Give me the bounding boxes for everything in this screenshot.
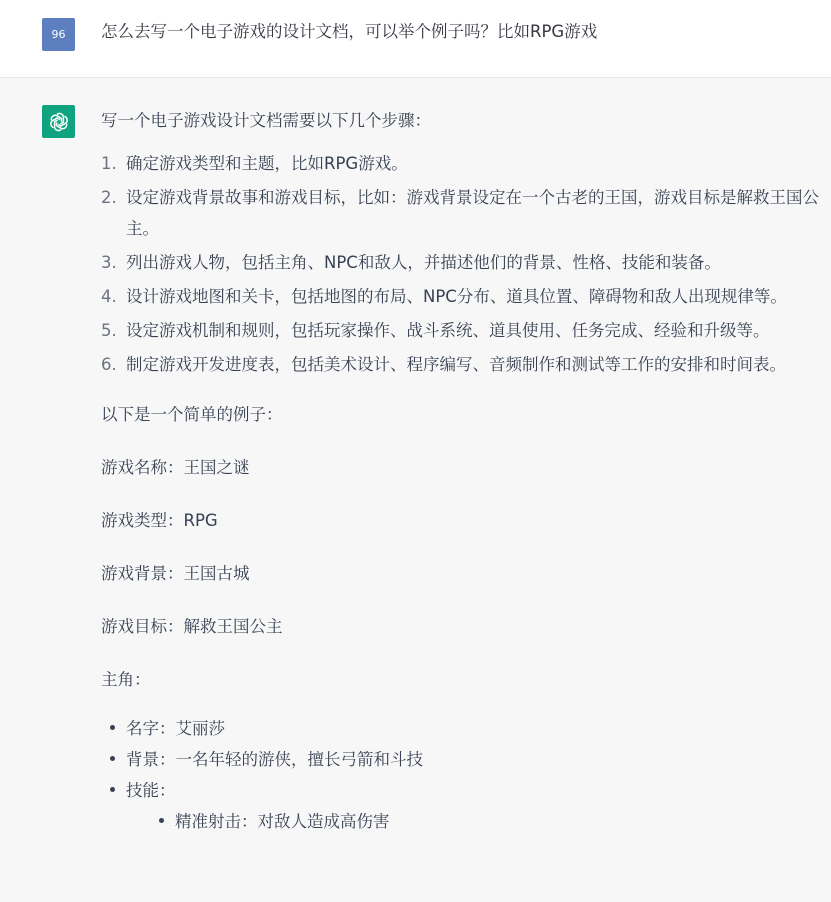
game-name: 游戏名称：王国之谜 (101, 458, 250, 477)
example-intro: 以下是一个简单的例子： (101, 405, 283, 424)
answer-intro: 写一个电子游戏设计文档需要以下几个步骤： (101, 111, 431, 130)
user-message-text: 怎么去写一个电子游戏的设计文档，可以举个例子吗？比如RPG游戏 (101, 22, 598, 41)
list-item (101, 281, 821, 312)
list-item: 精准射击：对敌人造成高伤害 (150, 806, 821, 837)
user-avatar: 96 (42, 18, 75, 51)
step-number: 2. (101, 188, 117, 207)
step-number: 3. (101, 253, 117, 272)
protagonist-list (101, 713, 821, 837)
list-item (101, 315, 821, 346)
step-number: 1. (101, 154, 117, 173)
step-text: 设定游戏背景故事和游戏目标，比如：游戏背景设定在一个古老的王国，游戏目标是解救王国公主。 (126, 188, 819, 238)
list-item (101, 247, 821, 278)
list-item (101, 775, 821, 837)
list-item (101, 148, 821, 179)
step-text: 列出游戏人物，包括主角、NPC和敌人，并描述他们的背景、性格、技能和装备。 (126, 253, 721, 272)
game-background: 游戏背景：王国古城 (101, 564, 250, 583)
game-type: 游戏类型：RPG (101, 511, 218, 530)
list-item: 名字：艾丽莎 (101, 713, 821, 744)
list-item (101, 349, 821, 380)
step-number: 5. (101, 321, 117, 340)
skills-list (126, 806, 821, 837)
step-text: 确定游戏类型和主题，比如RPG游戏。 (126, 154, 408, 173)
protagonist-label: 主角： (101, 670, 151, 689)
assistant-message-row (0, 78, 831, 902)
list-item (101, 182, 821, 244)
assistant-answer (101, 106, 821, 837)
step-number: 4. (101, 287, 117, 306)
steps-list (101, 148, 821, 380)
step-text: 设计游戏地图和关卡，包括地图的布局、NPC分布、道具位置、障碍物和敌人出现规律等。 (126, 287, 787, 306)
game-goal: 游戏目标：解救王国公主 (101, 617, 283, 636)
step-text: 设定游戏机制和规则，包括玩家操作、战斗系统、道具使用、任务完成、经验和升级等。 (126, 321, 770, 340)
user-message-row (0, 0, 831, 78)
openai-logo-icon (42, 105, 75, 138)
list-item: 背景：一名年轻的游侠，擅长弓箭和斗技 (101, 744, 821, 775)
step-text: 制定游戏开发进度表，包括美术设计、程序编写、音频制作和测试等工作的安排和时间表。 (126, 355, 786, 374)
step-number: 6. (101, 355, 117, 374)
skills-label: 技能： (126, 781, 176, 800)
